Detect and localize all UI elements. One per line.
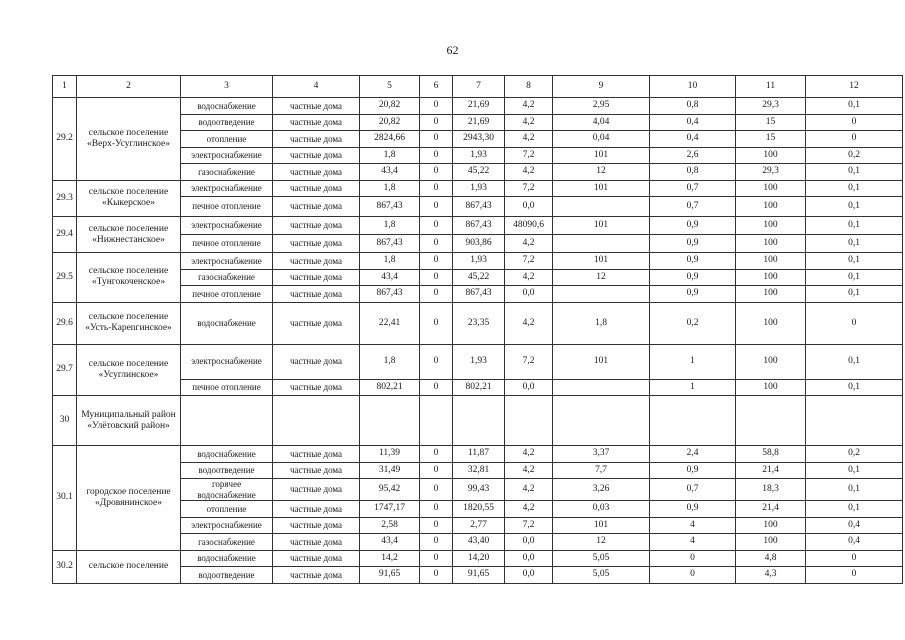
data-cell-col7: 45,22	[453, 164, 505, 181]
data-cell-col10: 0	[650, 550, 736, 567]
data-cell-col5: 1,8	[360, 253, 420, 270]
data-cell-col7: 2,77	[453, 517, 505, 534]
data-cell-col9: 2,95	[553, 98, 650, 115]
data-cell-col8: 7,2	[505, 344, 553, 379]
data-cell-col9: 101	[553, 517, 650, 534]
data-cell-col5: 1,8	[360, 344, 420, 379]
data-cell-col4: частные дома	[273, 302, 360, 344]
data-cell-col11: 58,8	[736, 446, 806, 463]
settlement-name-cell: сельское поселение «Усть-Карenгинское»	[77, 302, 181, 344]
data-cell-col11: 100	[736, 379, 806, 396]
table-row	[53, 462, 903, 479]
header-cell-2: 2	[77, 76, 181, 98]
data-cell-col8: 0,0	[505, 534, 553, 551]
data-cell-col8: 0,0	[505, 379, 553, 396]
data-cell-col5: 43,4	[360, 164, 420, 181]
data-cell-col5: 867,43	[360, 235, 420, 253]
data-cell-col4: частные дома	[273, 517, 360, 534]
data-cell-col11: 100	[736, 253, 806, 270]
data-cell-col9: 7,7	[553, 462, 650, 479]
row-number-cell: 30.1	[53, 446, 77, 551]
data-cell-col4: частные дома	[273, 567, 360, 584]
data-cell-col12: 0,1	[806, 253, 903, 270]
data-cell-col9: 1,8	[553, 302, 650, 344]
data-cell-col3: водоснабжение	[181, 550, 273, 567]
data-cell-col7: 1,93	[453, 253, 505, 270]
data-cell-col4: частные дома	[273, 217, 360, 235]
table-row	[53, 217, 903, 235]
data-cell-col11: 21,4	[736, 501, 806, 518]
data-cell-col4: частные дома	[273, 286, 360, 303]
data-cell-col9: 0,03	[553, 501, 650, 518]
data-cell-col7: 1820,55	[453, 501, 505, 518]
data-cell-col7: 903,86	[453, 235, 505, 253]
table-row	[53, 501, 903, 518]
data-cell-col3: газоснабжение	[181, 534, 273, 551]
header-cell-12: 12	[806, 76, 903, 98]
settlement-name-cell: сельское поселение «Нижнестанское»	[77, 217, 181, 253]
page-number: 62	[446, 43, 459, 57]
data-cell-col12: 0,1	[806, 479, 903, 501]
data-cell-col10: 0,9	[650, 286, 736, 303]
data-cell-col4: частные дома	[273, 235, 360, 253]
data-cell-col12: 0,1	[806, 286, 903, 303]
data-cell-col6: 0	[420, 479, 453, 501]
data-cell-col3: печное отопление	[181, 286, 273, 303]
data-cell-col3: отопление	[181, 131, 273, 148]
data-cell-col12: 0	[806, 302, 903, 344]
data-cell-col3: водоотведение	[181, 567, 273, 584]
data-cell-col5: 2824,66	[360, 131, 420, 148]
data-cell-col6: 0	[420, 501, 453, 518]
header-cell-5: 5	[360, 76, 420, 98]
data-cell-col5: 1,8	[360, 147, 420, 164]
data-cell-col10: 1	[650, 379, 736, 396]
data-cell-col11: 100	[736, 517, 806, 534]
data-cell-col11: 29,3	[736, 98, 806, 115]
data-cell-col4: частные дома	[273, 98, 360, 115]
data-cell-col10: 4	[650, 534, 736, 551]
table-row	[53, 286, 903, 303]
data-cell-col9: 3,26	[553, 479, 650, 501]
data-cell-col6: 0	[420, 446, 453, 463]
data-cell-col6: 0	[420, 114, 453, 131]
data-cell-col12	[806, 396, 903, 446]
data-cell-col7	[453, 396, 505, 446]
data-cell-col6: 0	[420, 164, 453, 181]
data-cell-col7: 91,65	[453, 567, 505, 584]
data-cell-col3: водоотведение	[181, 114, 273, 131]
header-cell-11: 11	[736, 76, 806, 98]
table-row	[53, 253, 903, 270]
data-cell-col12: 0	[806, 567, 903, 584]
table-row	[53, 131, 903, 148]
data-cell-col3: водоотведение	[181, 462, 273, 479]
data-cell-col4: частные дома	[273, 114, 360, 131]
data-cell-col12: 0,1	[806, 235, 903, 253]
data-cell-col10: 0,9	[650, 501, 736, 518]
data-cell-col4: частные дома	[273, 197, 360, 217]
data-cell-col5: 20,82	[360, 98, 420, 115]
data-cell-col3: печное отопление	[181, 379, 273, 396]
data-cell-col6: 0	[420, 180, 453, 197]
data-cell-col4: частные дома	[273, 550, 360, 567]
data-cell-col3: электроснабжение	[181, 344, 273, 379]
data-cell-col7: 1,93	[453, 344, 505, 379]
data-cell-col9: 0,04	[553, 131, 650, 148]
data-cell-col10: 0,9	[650, 462, 736, 479]
data-cell-col10: 2,4	[650, 446, 736, 463]
data-cell-col9	[553, 235, 650, 253]
settlement-name-cell: сельское поселение «Усуглинское»	[77, 344, 181, 396]
data-cell-col8: 7,2	[505, 147, 553, 164]
data-cell-col5: 11,39	[360, 446, 420, 463]
data-cell-col8: 4,2	[505, 479, 553, 501]
data-cell-col5: 22,41	[360, 302, 420, 344]
data-cell-col7: 867,43	[453, 197, 505, 217]
data-cell-col7: 14,20	[453, 550, 505, 567]
data-cell-col10: 0,7	[650, 180, 736, 197]
data-cell-col8: 4,2	[505, 501, 553, 518]
data-cell-col11	[736, 396, 806, 446]
data-cell-col6: 0	[420, 217, 453, 235]
data-cell-col10: 1	[650, 344, 736, 379]
data-cell-col11: 100	[736, 235, 806, 253]
data-cell-col5: 2,58	[360, 517, 420, 534]
data-cell-col12: 0,1	[806, 501, 903, 518]
data-cell-col10: 0,4	[650, 131, 736, 148]
data-cell-col6: 0	[420, 462, 453, 479]
table-row	[53, 396, 903, 446]
data-cell-col12: 0,1	[806, 462, 903, 479]
data-cell-col5: 14,2	[360, 550, 420, 567]
data-cell-col4: частные дома	[273, 379, 360, 396]
data-cell-col8: 4,2	[505, 235, 553, 253]
data-cell-col12: 0,4	[806, 517, 903, 534]
data-cell-col11: 100	[736, 147, 806, 164]
data-cell-col8: 4,2	[505, 462, 553, 479]
data-cell-col12: 0,1	[806, 164, 903, 181]
data-cell-col10: 0	[650, 567, 736, 584]
data-cell-col10: 0,7	[650, 479, 736, 501]
data-cell-col11: 15	[736, 114, 806, 131]
data-cell-col12: 0,1	[806, 379, 903, 396]
data-cell-col4: частные дома	[273, 344, 360, 379]
data-cell-col6: 0	[420, 147, 453, 164]
data-cell-col9: 101	[553, 147, 650, 164]
header-cell-3: 3	[181, 76, 273, 98]
data-cell-col11: 100	[736, 286, 806, 303]
data-cell-col4: частные дома	[273, 131, 360, 148]
table-row	[53, 479, 903, 501]
header-cell-10: 10	[650, 76, 736, 98]
data-cell-col7: 43,40	[453, 534, 505, 551]
data-cell-col11: 21,4	[736, 462, 806, 479]
data-cell-col9: 101	[553, 253, 650, 270]
data-cell-col3: водоснабжение	[181, 302, 273, 344]
data-cell-col3: водоснабжение	[181, 98, 273, 115]
data-cell-col4: частные дома	[273, 446, 360, 463]
data-cell-col11: 100	[736, 269, 806, 286]
tariff-table	[52, 75, 903, 584]
data-cell-col9: 101	[553, 344, 650, 379]
data-cell-col8: 4,2	[505, 114, 553, 131]
data-cell-col11: 29,3	[736, 164, 806, 181]
data-cell-col9: 3,37	[553, 446, 650, 463]
data-cell-col3: отопление	[181, 501, 273, 518]
data-cell-col9: 101	[553, 217, 650, 235]
data-cell-col3: электроснабжение	[181, 217, 273, 235]
data-cell-col6: 0	[420, 344, 453, 379]
data-cell-col12: 0	[806, 550, 903, 567]
data-cell-col10: 0,8	[650, 164, 736, 181]
data-cell-col12: 0,1	[806, 269, 903, 286]
data-cell-col10: 2,6	[650, 147, 736, 164]
header-cell-8: 8	[505, 76, 553, 98]
table-body	[53, 76, 903, 584]
table-row	[53, 197, 903, 217]
data-cell-col8: 4,2	[505, 98, 553, 115]
data-cell-col3: электроснабжение	[181, 517, 273, 534]
data-cell-col4: частные дома	[273, 462, 360, 479]
data-cell-col8: 7,2	[505, 253, 553, 270]
data-cell-col11: 100	[736, 344, 806, 379]
data-cell-col6: 0	[420, 197, 453, 217]
data-cell-col10: 4	[650, 517, 736, 534]
data-cell-col6: 0	[420, 302, 453, 344]
data-cell-col5: 1,8	[360, 180, 420, 197]
table-row	[53, 567, 903, 584]
data-cell-col8: 7,2	[505, 517, 553, 534]
data-cell-col4: частные дома	[273, 180, 360, 197]
data-cell-col3: электроснабжение	[181, 253, 273, 270]
data-cell-col9: 5,05	[553, 567, 650, 584]
data-cell-col8: 0,0	[505, 550, 553, 567]
data-cell-col5: 95,42	[360, 479, 420, 501]
data-cell-col7: 99,43	[453, 479, 505, 501]
data-cell-col7: 21,69	[453, 98, 505, 115]
data-cell-col3: газоснабжение	[181, 164, 273, 181]
data-cell-col12: 0,1	[806, 180, 903, 197]
data-cell-col6: 0	[420, 517, 453, 534]
table-row	[53, 114, 903, 131]
data-cell-col7: 867,43	[453, 217, 505, 235]
data-cell-col4: частные дома	[273, 253, 360, 270]
data-cell-col7: 802,21	[453, 379, 505, 396]
data-cell-col3: газоснабжение	[181, 269, 273, 286]
data-cell-col8	[505, 396, 553, 446]
data-cell-col8: 4,2	[505, 446, 553, 463]
data-cell-col9	[553, 286, 650, 303]
data-cell-col12: 0,1	[806, 217, 903, 235]
data-cell-col11: 100	[736, 217, 806, 235]
data-cell-col12: 0	[806, 114, 903, 131]
data-cell-col6: 0	[420, 98, 453, 115]
table-row	[53, 180, 903, 197]
data-cell-col3	[181, 396, 273, 446]
data-cell-col4: частные дома	[273, 269, 360, 286]
data-cell-col6: 0	[420, 235, 453, 253]
settlement-name-cell: городское поселение «Дровянинское»	[77, 446, 181, 551]
data-cell-col8: 0,0	[505, 197, 553, 217]
table-row	[53, 517, 903, 534]
data-cell-col12: 0,1	[806, 197, 903, 217]
data-cell-col11: 100	[736, 180, 806, 197]
data-cell-col9	[553, 197, 650, 217]
data-cell-col12: 0,1	[806, 98, 903, 115]
header-cell-9: 9	[553, 76, 650, 98]
data-cell-col10: 0,8	[650, 98, 736, 115]
data-cell-col4	[273, 396, 360, 446]
table-row	[53, 446, 903, 463]
data-cell-col4: частные дома	[273, 501, 360, 518]
data-cell-col7: 1,93	[453, 147, 505, 164]
row-number-cell: 29.2	[53, 98, 77, 181]
data-cell-col5: 867,43	[360, 286, 420, 303]
data-cell-col5: 43,4	[360, 269, 420, 286]
data-cell-col10	[650, 396, 736, 446]
data-cell-col9: 5,05	[553, 550, 650, 567]
data-cell-col3: электроснабжение	[181, 147, 273, 164]
data-cell-col9: 101	[553, 180, 650, 197]
data-cell-col10: 0,2	[650, 302, 736, 344]
data-cell-col11: 100	[736, 534, 806, 551]
data-cell-col10: 0,7	[650, 197, 736, 217]
data-cell-col8: 48090,6	[505, 217, 553, 235]
table-row	[53, 98, 903, 115]
data-cell-col6: 0	[420, 567, 453, 584]
data-cell-col11: 100	[736, 197, 806, 217]
table-row	[53, 164, 903, 181]
row-number-cell: 30	[53, 396, 77, 446]
data-cell-col4: частные дома	[273, 534, 360, 551]
data-cell-col7: 2943,30	[453, 131, 505, 148]
settlement-name-cell: сельское поселение «Тунгокоченское»	[77, 253, 181, 303]
data-cell-col11: 18,3	[736, 479, 806, 501]
data-cell-col8: 0,0	[505, 286, 553, 303]
data-cell-col12: 0,2	[806, 446, 903, 463]
data-cell-col7: 21,69	[453, 114, 505, 131]
row-number-cell: 29.3	[53, 180, 77, 217]
table-row	[53, 344, 903, 379]
header-cell-7: 7	[453, 76, 505, 98]
data-cell-col3: печное отопление	[181, 197, 273, 217]
data-cell-col5: 1747,17	[360, 501, 420, 518]
data-cell-col6: 0	[420, 550, 453, 567]
data-cell-col9: 12	[553, 269, 650, 286]
data-cell-col6: 0	[420, 253, 453, 270]
row-number-cell: 29.4	[53, 217, 77, 253]
settlement-name-cell: Муниципальный район «Улётовский район»	[77, 396, 181, 446]
header-cell-6: 6	[420, 76, 453, 98]
data-cell-col8: 0,0	[505, 567, 553, 584]
data-cell-col5: 1,8	[360, 217, 420, 235]
data-cell-col9	[553, 379, 650, 396]
data-cell-col5: 91,65	[360, 567, 420, 584]
data-cell-col6: 0	[420, 534, 453, 551]
row-number-cell: 29.6	[53, 302, 77, 344]
data-cell-col6: 0	[420, 286, 453, 303]
data-cell-col5	[360, 396, 420, 446]
settlement-name-cell: сельское поселение «Верх-Усуглинское»	[77, 98, 181, 181]
data-cell-col12: 0,4	[806, 534, 903, 551]
data-cell-col3: электроснабжение	[181, 180, 273, 197]
data-cell-col9	[553, 396, 650, 446]
header-row	[53, 76, 903, 98]
data-cell-col10: 0,9	[650, 253, 736, 270]
data-cell-col10: 0,9	[650, 217, 736, 235]
data-cell-col8: 4,2	[505, 164, 553, 181]
data-cell-col7: 1,93	[453, 180, 505, 197]
data-cell-col8: 7,2	[505, 180, 553, 197]
data-cell-col5: 31,49	[360, 462, 420, 479]
data-cell-col4: частные дома	[273, 479, 360, 501]
data-cell-col11: 4,3	[736, 567, 806, 584]
data-cell-col3: горячее водоснабжение	[181, 479, 273, 501]
data-cell-col6: 0	[420, 379, 453, 396]
data-cell-col5: 802,21	[360, 379, 420, 396]
table-row	[53, 534, 903, 551]
table-row	[53, 302, 903, 344]
settlement-name-cell: сельское поселение	[77, 550, 181, 583]
data-cell-col11: 100	[736, 302, 806, 344]
data-cell-col9: 12	[553, 164, 650, 181]
row-number-cell: 30.2	[53, 550, 77, 583]
data-cell-col12: 0,1	[806, 344, 903, 379]
header-cell-4: 4	[273, 76, 360, 98]
table-row	[53, 269, 903, 286]
data-cell-col12: 0,2	[806, 147, 903, 164]
data-cell-col7: 867,43	[453, 286, 505, 303]
row-number-cell: 29.7	[53, 344, 77, 396]
table-row	[53, 147, 903, 164]
data-cell-col8: 4,2	[505, 131, 553, 148]
data-cell-col11: 15	[736, 131, 806, 148]
data-cell-col8: 4,2	[505, 302, 553, 344]
data-cell-col7: 11,87	[453, 446, 505, 463]
data-cell-col4: частные дома	[273, 147, 360, 164]
data-cell-col6	[420, 396, 453, 446]
data-cell-col10: 0,9	[650, 235, 736, 253]
data-cell-col3: водоснабжение	[181, 446, 273, 463]
table-row	[53, 235, 903, 253]
data-cell-col7: 45,22	[453, 269, 505, 286]
data-cell-col10: 0,4	[650, 114, 736, 131]
data-cell-col6: 0	[420, 131, 453, 148]
data-cell-col7: 23,35	[453, 302, 505, 344]
data-cell-col10: 0,9	[650, 269, 736, 286]
row-number-cell: 29.5	[53, 253, 77, 303]
header-cell-1: 1	[53, 76, 77, 98]
table-row	[53, 379, 903, 396]
data-cell-col9: 12	[553, 534, 650, 551]
data-cell-col6: 0	[420, 269, 453, 286]
data-cell-col3: печное отопление	[181, 235, 273, 253]
table-row	[53, 550, 903, 567]
data-cell-col11: 4,8	[736, 550, 806, 567]
data-cell-col7: 32,81	[453, 462, 505, 479]
data-cell-col4: частные дома	[273, 164, 360, 181]
settlement-name-cell: сельское поселение «Кыкерское»	[77, 180, 181, 217]
data-cell-col12: 0	[806, 131, 903, 148]
data-cell-col8: 4,2	[505, 269, 553, 286]
data-cell-col5: 20,82	[360, 114, 420, 131]
data-cell-col5: 867,43	[360, 197, 420, 217]
data-cell-col9: 4,04	[553, 114, 650, 131]
data-cell-col5: 43,4	[360, 534, 420, 551]
